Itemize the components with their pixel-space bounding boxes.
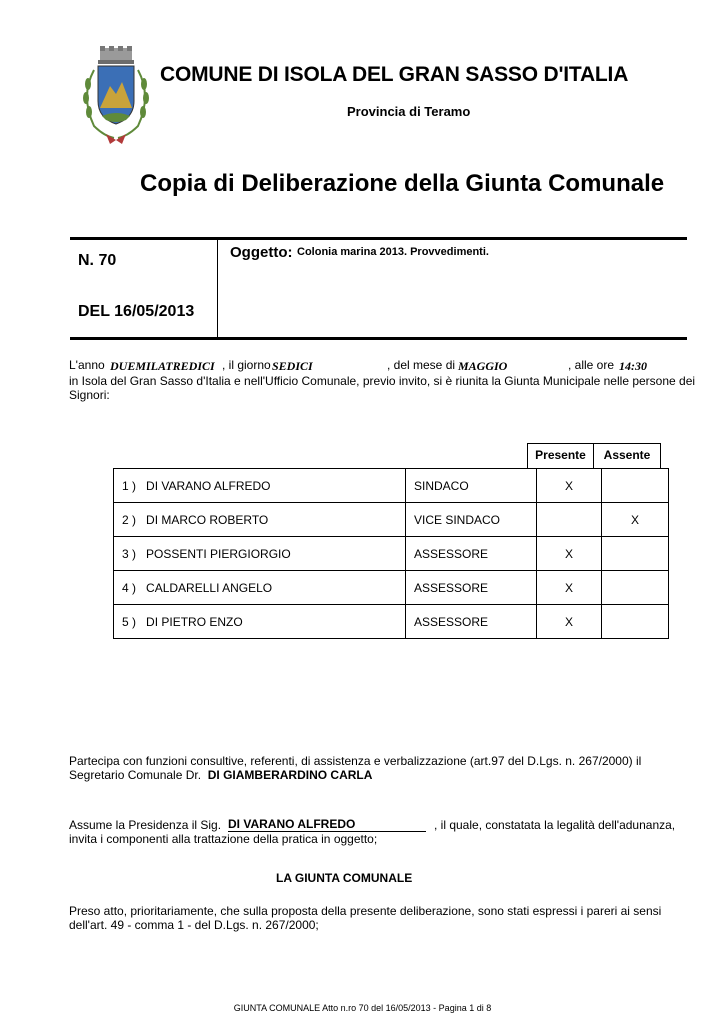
attendance-table xyxy=(113,468,669,639)
member-name xyxy=(114,469,406,503)
assente-cell xyxy=(602,537,669,571)
municipal-crest xyxy=(76,46,156,146)
presidenza-prefix: Assume la Presidenza il Sig. xyxy=(69,818,222,832)
assente-cell xyxy=(602,571,669,605)
assente-cell: X xyxy=(602,503,669,537)
header-rule-top xyxy=(70,237,687,240)
table-row xyxy=(114,571,669,605)
member-role: SINDACO xyxy=(406,469,537,503)
page-footer: GIUNTA COMUNALE Atto n.ro 70 del 16/05/2013 - Pagina 1 di 8 xyxy=(233,1003,492,1013)
presente-cell: X xyxy=(537,469,602,503)
segretario-line-1: Partecipa con funzioni consultive, referenti, di assistenza e verbalizzazione (art.97 del D.Lgs. n. 267/2000) il xyxy=(69,754,642,768)
member-role: ASSESSORE xyxy=(406,605,537,639)
table-row xyxy=(114,537,669,571)
document-title: Copia di Deliberazione della Giunta Comunale xyxy=(140,170,665,197)
intro-line-3: Signori: xyxy=(69,388,110,402)
mese-value: MAGGIO xyxy=(458,359,508,373)
intro-line-2: in Isola del Gran Sasso d'Italia e nell'Ufficio Comunale, previo invito, si è riunita la Giunta Municipale nelle persone dei xyxy=(69,374,696,388)
member-index: 2 ) xyxy=(122,512,137,527)
ore-label: , alle ore xyxy=(568,358,615,372)
anno-label: L'anno xyxy=(69,358,105,372)
comune-title: COMUNE DI ISOLA DEL GRAN SASSO D'ITALIA xyxy=(160,63,629,86)
atto-number: N. 70 xyxy=(78,252,117,269)
member-role: ASSESSORE xyxy=(406,571,537,605)
presente-cell: X xyxy=(537,571,602,605)
member-index: 5 ) xyxy=(122,614,137,629)
presidenza-suffix: , il quale, constatata la legalità dell'adunanza, xyxy=(434,818,676,832)
member-index: 4 ) xyxy=(122,580,137,595)
preso-atto-line-1: Preso atto, prioritariamente, che sulla proposta della presente deliberazione, sono stati espressi i pareri ai sensi xyxy=(69,904,662,918)
member-name-text: DI MARCO ROBERTO xyxy=(146,512,269,527)
giorno-value: SEDICI xyxy=(272,359,313,373)
member-index: 3 ) xyxy=(122,546,137,561)
member-role: ASSESSORE xyxy=(406,537,537,571)
assente-cell xyxy=(602,469,669,503)
member-role: VICE SINDACO xyxy=(406,503,537,537)
member-name xyxy=(114,571,406,605)
member-name xyxy=(114,537,406,571)
ore-value: 14:30 xyxy=(619,359,647,373)
oggetto-text: Colonia marina 2013. Provvedimenti. xyxy=(297,246,489,258)
giorno-label: , il giorno xyxy=(222,358,271,372)
table-row xyxy=(114,503,669,537)
mese-label: , del mese di xyxy=(387,358,456,372)
table-row xyxy=(114,605,669,639)
header-rule-divider xyxy=(217,240,218,337)
presente-cell: X xyxy=(537,605,602,639)
member-name-text: CALDARELLI ANGELO xyxy=(146,580,273,595)
segretario-name: DI GIAMBERARDINO CARLA xyxy=(207,768,373,782)
presidenza-line-2: invita i componenti alla trattazione della pratica in oggetto; xyxy=(69,832,378,846)
table-row xyxy=(114,469,669,503)
col-header-presente: Presente xyxy=(527,443,594,468)
member-name-text: DI PIETRO ENZO xyxy=(146,614,243,629)
member-name xyxy=(114,503,406,537)
presente-cell: X xyxy=(537,537,602,571)
segretario-prefix: Segretario Comunale Dr. xyxy=(69,768,202,782)
header-rule-bottom xyxy=(70,337,687,340)
oggetto-label: Oggetto: xyxy=(230,244,293,261)
assente-cell xyxy=(602,605,669,639)
member-index: 1 ) xyxy=(122,478,137,493)
atto-date: DEL 16/05/2013 xyxy=(78,303,195,320)
anno-value: DUEMILATREDICI xyxy=(110,359,215,373)
giunta-heading: LA GIUNTA COMUNALE xyxy=(276,871,413,885)
member-name xyxy=(114,605,406,639)
presente-cell xyxy=(537,503,602,537)
preso-atto-line-2: dell'art. 49 - comma 1 - del D.Lgs. n. 267/2000; xyxy=(69,918,319,932)
member-name-text: DI VARANO ALFREDO xyxy=(146,478,271,493)
segretario-line-2 xyxy=(69,768,372,782)
presidente-name: DI VARANO ALFREDO xyxy=(228,817,356,831)
col-header-assente: Assente xyxy=(593,443,661,468)
member-name-text: POSSENTI PIERGIORGIO xyxy=(146,546,291,561)
provincia-label: Provincia di Teramo xyxy=(347,104,471,119)
